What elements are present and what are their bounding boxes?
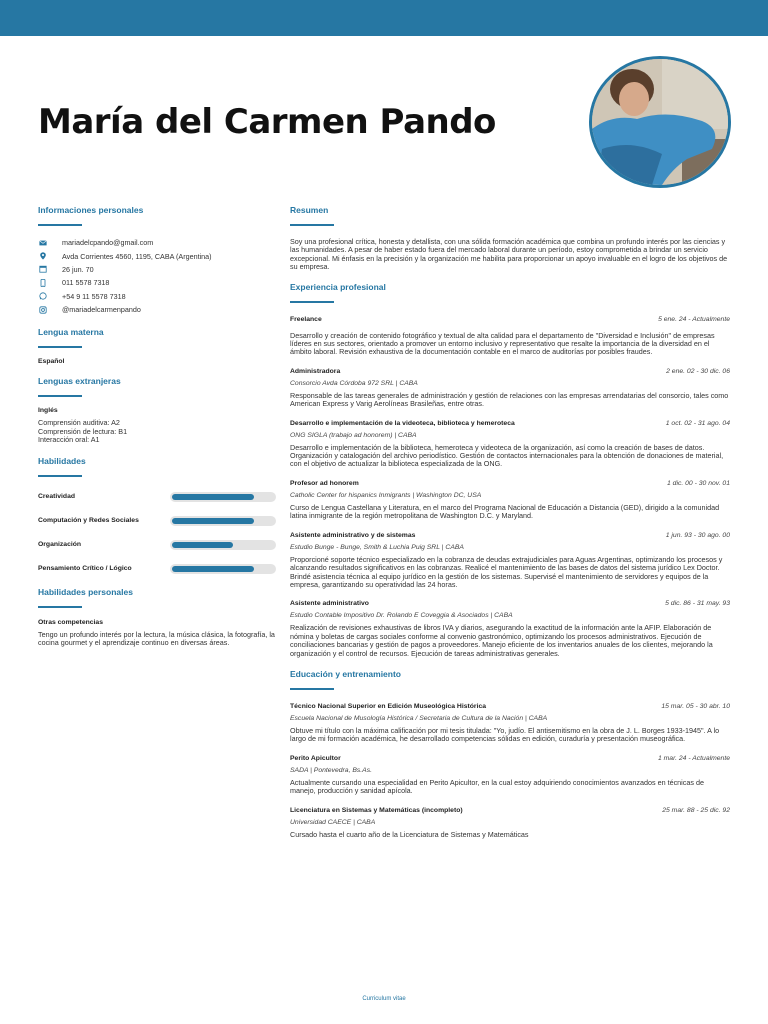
section-underline xyxy=(290,301,334,303)
experience-entry xyxy=(290,600,730,658)
education-entry xyxy=(290,755,730,796)
job-description: Desarrollo y creación de contenido fotográfico y textual de alta calidad para el departamento de "Diversidad e Inclusión" de empresas líderes en sus sectores, orientado a promover un entorno inclusivo y representativo que resalte la importancia de la diversidad en el ámbito laboral. Revisión exhaustiva de la documentación contable en el marco de auditorías por posibles fraudes. xyxy=(290,330,715,357)
contact-address xyxy=(38,249,276,262)
contact-address-text: Avda Corrientes 4560, 1195, CABA (Argentina) xyxy=(62,251,212,261)
job-description: Desarrollo e implementación de la biblioteca, hemeroteca y videoteca de la organización, así como la creación de bases de datos. Organización y catalogación del archivo periodístico. Gestión de contactos internacionales para la obtención de donaciones de material, con el objetivo de actualizar la biblioteca especializada de la ONG. xyxy=(290,442,724,469)
degree-description: Actualmente cursando una especialidad en Perito Apicultor, en la cual estoy adquiriendo conocimientos avanzados en técnicas de manejo, producción y sanidad apícola. xyxy=(290,777,704,796)
profile-photo xyxy=(589,56,731,188)
contact-whatsapp xyxy=(38,290,276,303)
foreign-language-name: Inglés xyxy=(38,407,58,415)
contact-email-text[interactable]: mariadelcpando@gmail.com xyxy=(62,238,154,248)
section-underline xyxy=(38,475,82,477)
experience-entry xyxy=(290,532,730,590)
skill-row xyxy=(38,533,276,557)
contact-birthdate-text: 26 jun. 70 xyxy=(62,264,94,274)
experience-entry xyxy=(290,368,730,409)
right-column xyxy=(290,205,730,839)
section-title-mother-tongue: Lengua materna xyxy=(38,327,104,338)
skill-bar-fill xyxy=(172,542,233,548)
degree-date: 25 mar. 88 - 25 dic. 92 xyxy=(662,806,730,814)
experience-entry xyxy=(290,316,730,357)
experience-entry xyxy=(290,480,730,521)
job-organization: ONG SIGLA (trabajo ad honorem) | CABA xyxy=(290,431,417,439)
section-title-personal-skills: Habilidades personales xyxy=(38,586,133,597)
calendar-icon xyxy=(38,264,48,274)
skill-row xyxy=(38,485,276,509)
job-organization: Estudio Bunge - Bunge, Smith & Luchia Puig SRL | CABA xyxy=(290,543,464,551)
contact-birthdate xyxy=(38,263,276,276)
skill-label: Computación y Redes Sociales xyxy=(38,517,139,525)
contact-whatsapp-text[interactable]: +54 9 11 5578 7318 xyxy=(62,291,126,301)
section-title-personal: Informaciones personales xyxy=(38,205,144,215)
degree-title: Técnico Nacional Superior en Edición Museológica Histórica xyxy=(290,702,487,710)
job-description: Proporcioné soporte técnico especializado en la cobranza de deudas extrajudiciales para Aguas Argentinas, optimizando los procesos y alcanzando resultados significativos en las cobranzas. Realicé el mantenimiento de las bases de datos del sistema jurídico Lex Doctor. Brindé asistencia técnica al equipo jurídico en la gestión de los sistemas. Supervisé el mantenimiento de servidores y equipos de la empresa, garantizando su operatividad las 24 horas. xyxy=(290,554,723,589)
job-title: Asistente administrativo y de sistemas xyxy=(290,531,416,539)
listening-level: Comprensión auditiva: A2 xyxy=(38,418,120,428)
job-date: 1 dic. 00 - 30 nov. 01 xyxy=(667,479,730,487)
section-underline xyxy=(38,224,82,226)
summary-text: Soy una profesional crítica, honesta y detallista, con una sólida formación académica que combina un profundo interés por las ciencias y las humanidades. A pesar de haber estado fuera del mercado laboral durante un período, estoy comprometida a brindar un servicio excepcional. Mi énfasis en la precisión y la organización me habilita para proporcionar un apoyo invaluable en el logro de los objetivos de su empresa. xyxy=(290,237,728,272)
job-description: Responsable de las tareas generales de administración y gestión de relaciones con las empresas arrendatarias del consorcio, tales como American Express y Varig Aerolíneas Brasileñas, entre otras. xyxy=(290,390,729,409)
education-entry xyxy=(290,703,730,744)
degree-description: Obtuve mi título con la máxima calificación por mi tesis titulada: "Yo, judío. El antisemitismo en la obra de J. L. Borges 1933-1945". A lo largo de mi formación académica, he desarrollado competencias sólidas en edición, curaduría y presentación museográfica. xyxy=(290,725,720,744)
job-organization: Consorcio Avda Córdoba 972 SRL | CABA xyxy=(290,379,418,387)
job-date: 5 dic. 86 - 31 may. 93 xyxy=(665,600,730,608)
experience-entry xyxy=(290,420,730,469)
footer-label: Curriculum vitae xyxy=(362,996,406,1002)
skill-bar-fill xyxy=(172,494,254,500)
degree-title: Licenciatura en Sistemas y Matemáticas (incompleto) xyxy=(290,806,463,814)
contact-instagram xyxy=(38,303,276,316)
reading-level: Comprensión de lectura: B1 xyxy=(38,426,128,436)
section-underline xyxy=(290,224,334,226)
section-underline xyxy=(38,606,82,608)
section-underline xyxy=(38,395,82,397)
job-title: Asistente administrativo xyxy=(290,600,369,608)
job-organization: Estudio Contable Impositivo Dr. Rolando E Coveggia & Asociados | CABA xyxy=(290,612,513,620)
degree-date: 1 mar. 24 - Actualmente xyxy=(657,754,730,762)
section-title-education: Educación y entrenamiento xyxy=(290,668,401,679)
skill-row xyxy=(38,557,276,581)
other-competencies-text: Tengo un profundo interés por la lectura, la música clásica, la fotografía, la cocina gourmet y el aprendizaje continuo en diversas áreas. xyxy=(38,629,275,647)
location-icon xyxy=(38,251,48,261)
job-title: Desarrollo e implementación de la videoteca, biblioteca y hemeroteca xyxy=(290,419,515,427)
skill-label: Pensamiento Crítico / Lógico xyxy=(38,565,132,573)
skill-bar-fill xyxy=(172,566,254,572)
section-underline xyxy=(38,346,82,348)
section-title-foreign-languages: Lenguas extranjeras xyxy=(38,376,121,387)
skill-bar-track xyxy=(170,540,276,550)
job-organization: Catholic Center for hispanics Inmigrants | Washington DC, USA xyxy=(290,491,482,499)
job-date: 1 jun. 93 - 30 ago. 00 xyxy=(665,531,730,539)
profile-photo-image xyxy=(592,59,728,185)
contact-phone xyxy=(38,276,276,289)
whatsapp-icon xyxy=(38,291,48,301)
instagram-icon xyxy=(38,305,48,315)
candidate-name: María del Carmen Pando xyxy=(38,102,496,142)
contact-list xyxy=(38,236,276,316)
skill-bar-track xyxy=(170,564,276,574)
mother-tongue-value: Español xyxy=(38,358,65,366)
skill-row xyxy=(38,509,276,533)
job-title: Administradora xyxy=(290,367,341,375)
degree-date: 15 mar. 05 - 30 abr. 10 xyxy=(661,702,730,710)
contact-phone-text[interactable]: 011 5578 7318 xyxy=(62,278,110,288)
skill-bar-fill xyxy=(172,518,254,524)
job-date: 5 ene. 24 - Actualmente xyxy=(658,315,730,323)
left-column xyxy=(38,205,276,647)
skill-bar-track xyxy=(170,492,276,502)
section-title-summary: Resumen xyxy=(290,205,329,215)
contact-email xyxy=(38,236,276,249)
degree-description: Cursado hasta el cuarto año de la Licenciatura de Sistemas y Matemáticas xyxy=(290,829,529,839)
section-underline xyxy=(290,688,334,690)
skill-bar-track xyxy=(170,516,276,526)
contact-instagram-text[interactable]: @mariadelcarmenpando xyxy=(62,305,141,315)
institution: Universidad CAECE | CABA xyxy=(290,818,376,826)
job-description: Curso de Lengua Castellana y Literatura, en el marco del Programa Nacional de Educación a Distancia (GED), dirigido a la comunidad latina inmigrante de la región metropolitana de Washington D.C. y Maryland. xyxy=(290,502,720,521)
job-description: Realización de revisiones exhaustivas de libros IVA y diarios, asegurando la exactitud de la información ante la AFIP. Elaboración de nómina y boletas de cargas sociales conforme al convenio gastronómico, optimizando los procesos administrativos. Ejecución de conciliaciones bancarias y gestión de pagos a proveedores. Manejo eficiente de los inventarios anuales de los clientes, mejorando la organización y el control de recursos. Ejecución de tareas administrativas generales. xyxy=(290,623,713,658)
phone-icon xyxy=(38,278,48,288)
job-title: Freelance xyxy=(290,315,322,323)
skill-label: Organización xyxy=(38,541,82,549)
degree-title: Perito Apicultor xyxy=(290,754,341,762)
job-date: 1 oct. 02 - 31 ago. 04 xyxy=(665,419,730,427)
email-icon xyxy=(38,238,48,248)
job-title: Profesor ad honorem xyxy=(290,479,359,487)
speaking-level: Interacción oral: A1 xyxy=(38,435,100,445)
section-title-skills: Habilidades xyxy=(38,455,86,466)
job-date: 2 ene. 02 - 30 dic. 06 xyxy=(666,367,730,375)
institution: Escuela Nacional de Musología Histórica / Secretaria de Cultura de la Nación | CABA xyxy=(290,714,548,722)
other-competencies-title: Otras competencias xyxy=(38,618,103,626)
foreign-language-levels xyxy=(38,419,276,444)
institution: SADA | Pontevedra, Bs.As. xyxy=(290,766,372,774)
skills-list xyxy=(38,485,276,581)
education-entry xyxy=(290,807,730,839)
top-accent-bar xyxy=(0,0,768,36)
section-title-experience: Experiencia profesional xyxy=(290,281,386,292)
skill-label: Creatividad xyxy=(38,493,76,501)
